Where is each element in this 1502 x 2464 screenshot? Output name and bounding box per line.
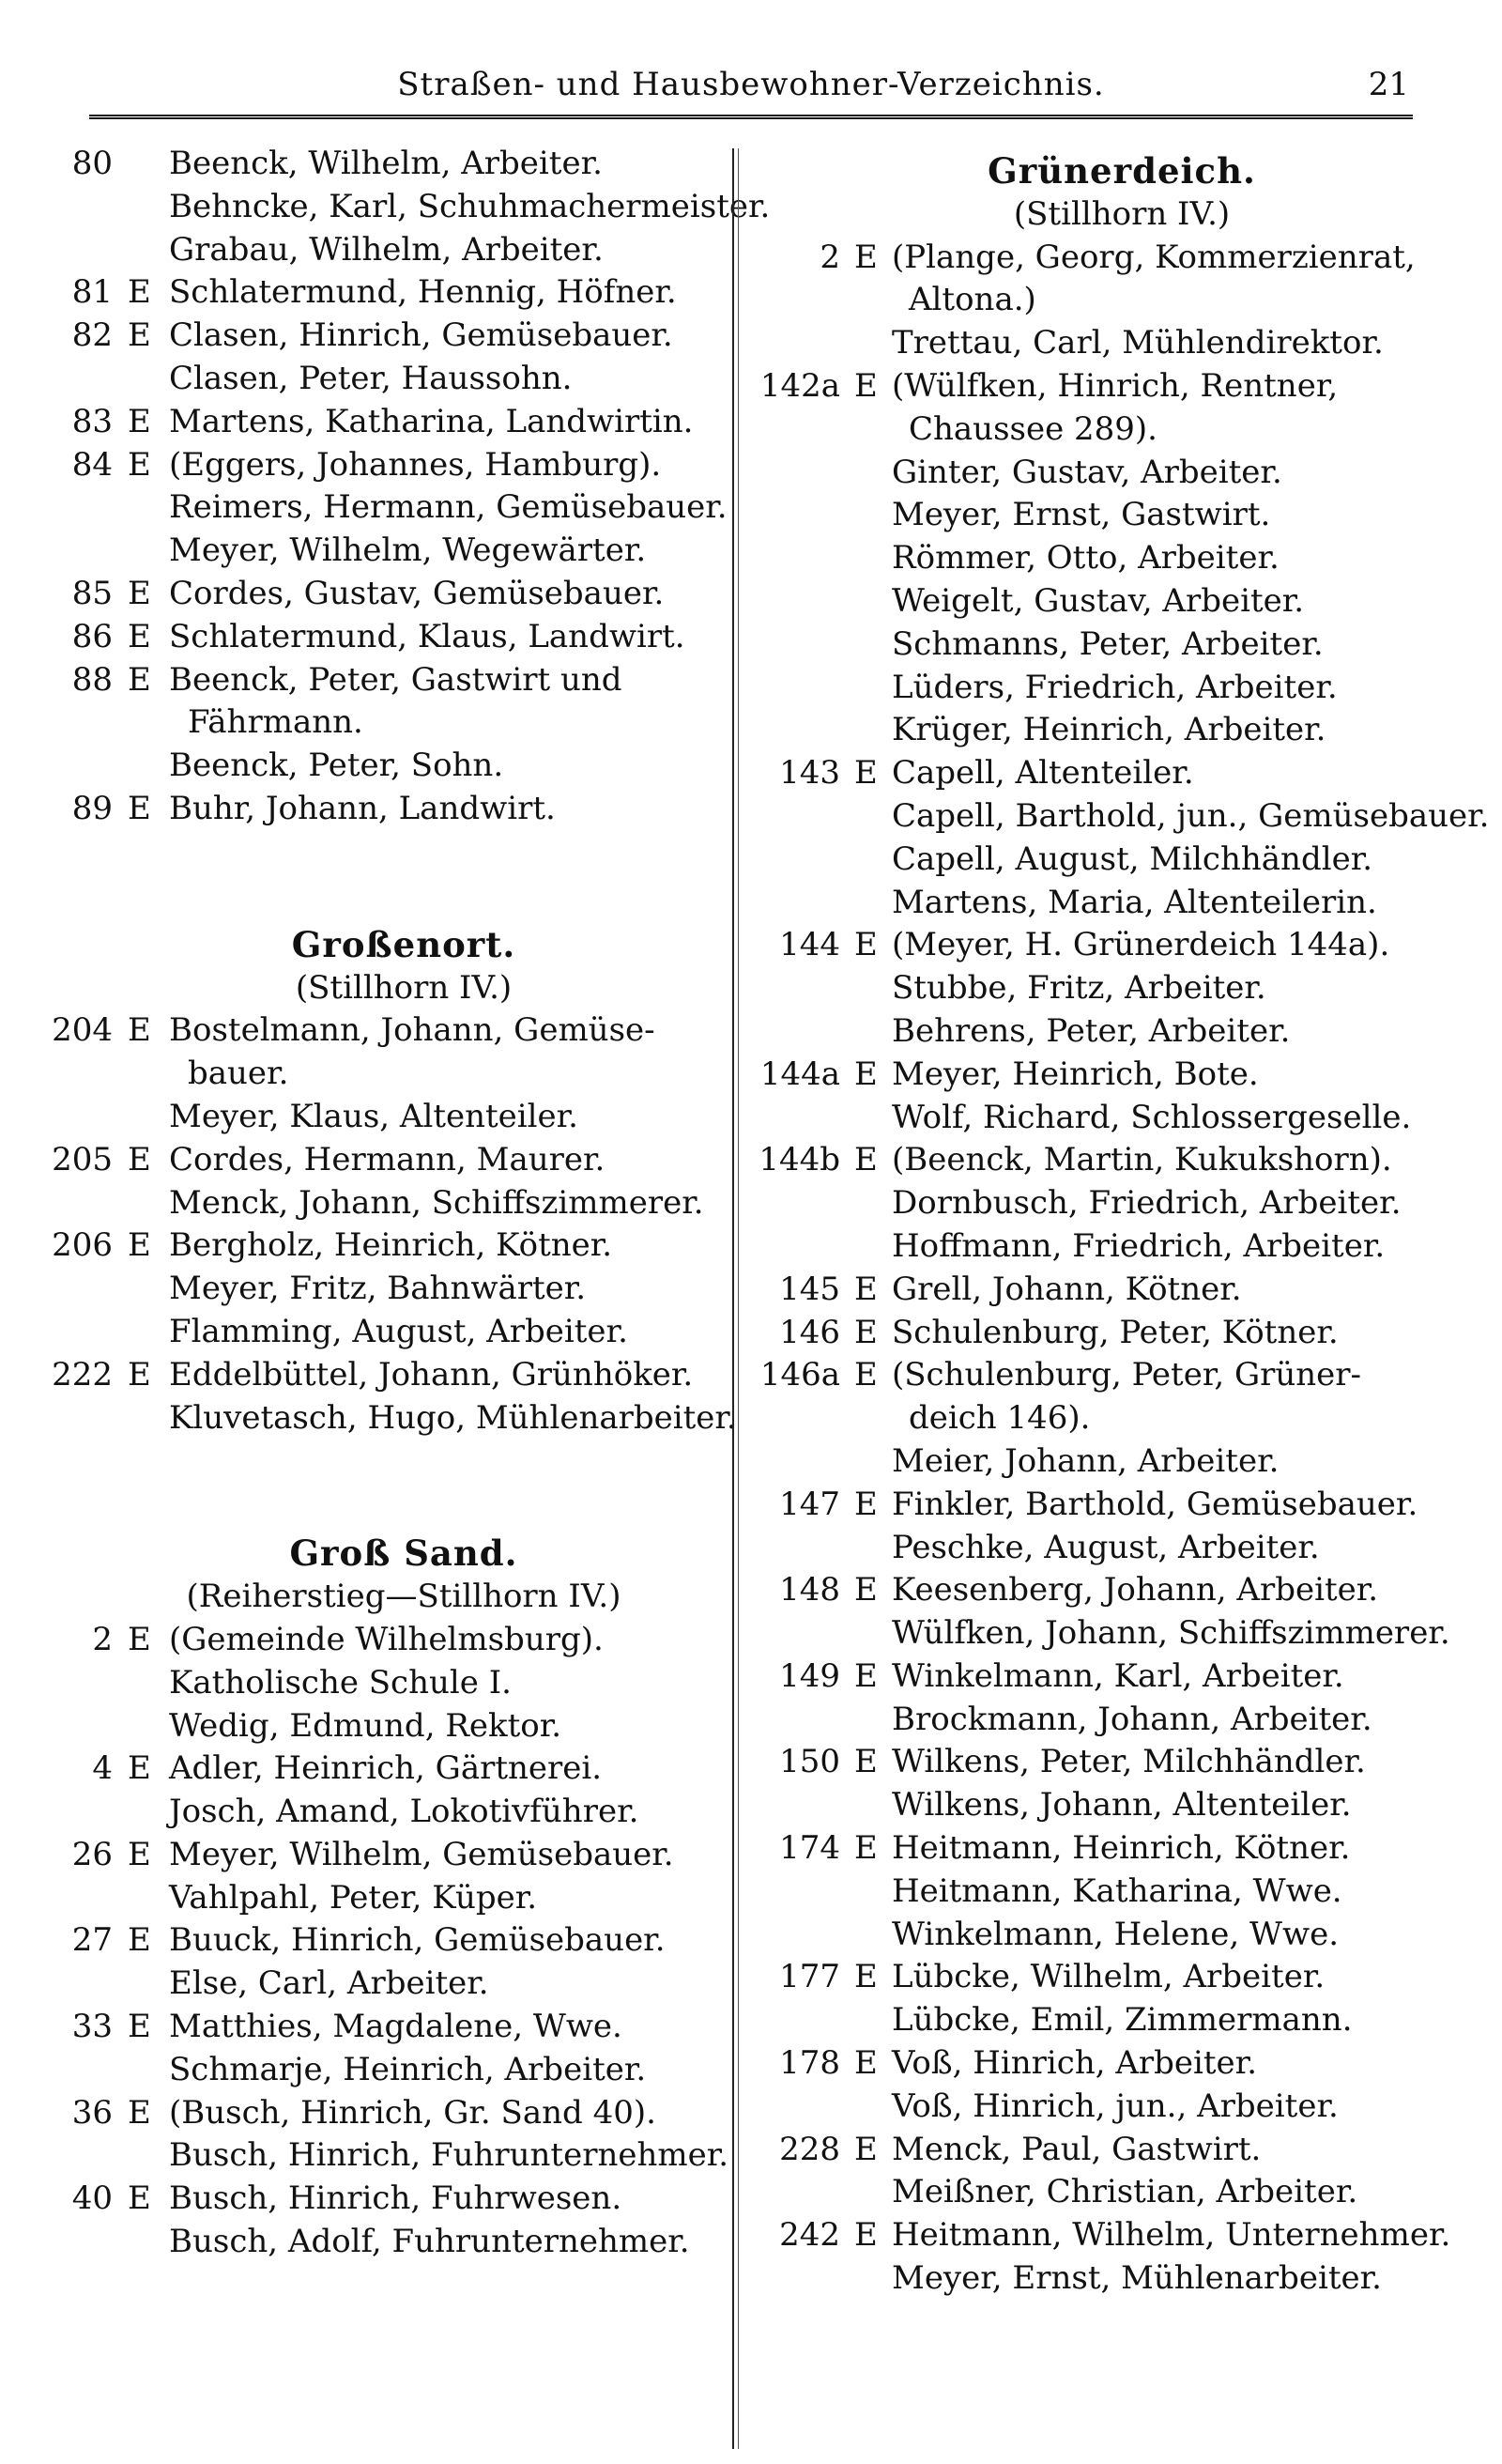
resident-text: Schmarje, Heinrich, Arbeiter. [169,2050,647,2088]
right-column [751,143,1490,2301]
section-gap [47,831,723,916]
directory-entry [751,1699,1464,1742]
house-number: 150 [779,1743,840,1781]
owner-marker: E [128,273,151,312]
owner-marker: E [854,1356,878,1394]
house-number: 143 [779,754,840,793]
directory-entry [751,1914,1464,1957]
directory-entry [751,1440,1464,1484]
resident-text: Wülfken, Johann, Schiffszimmerer. [892,1614,1450,1653]
directory-entry [751,1484,1464,1527]
owner-marker: E [854,1571,878,1609]
owner-marker: E [128,1140,151,1178]
directory-entry [751,839,1464,882]
directory-entry [751,1312,1464,1355]
directory-entry [751,1827,1464,1871]
directory-entry [751,322,1464,365]
directory-entry [47,1748,723,1791]
directory-entry [47,2178,723,2221]
resident-text: Grell, Johann, Kötner. [892,1270,1242,1308]
directory-entry [751,1956,1464,1999]
resident-text: Heitmann, Heinrich, Kötner. [892,1829,1351,1868]
directory-entry [751,2042,1464,2086]
directory-entry [47,573,723,616]
house-number: 142a [759,366,840,405]
resident-text: Cordes, Hermann, Maurer. [169,1140,605,1178]
resident-text: Weigelt, Gustav, Arbeiter. [892,581,1305,620]
directory-entry [751,924,1464,967]
directory-entry [751,1269,1464,1312]
owner-marker: E [854,1829,878,1868]
resident-text: Wedig, Edmund, Rektor. [169,1706,562,1745]
house-number: 4 [92,1749,113,1788]
directory-entry [751,1527,1464,1570]
resident-text: Meyer, Wilhelm, Gemüsebauer. [169,1835,674,1873]
resident-text: Hoffmann, Friedrich, Arbeiter. [892,1226,1386,1265]
directory-entry [751,1999,1464,2042]
directory-entry [47,701,723,745]
directory-entry [47,1354,723,1397]
house-number: 2 [92,1620,113,1658]
house-number: 80 [71,145,113,182]
resident-text: Meier, Johann, Arbeiter. [892,1441,1280,1480]
resident-text: Lübcke, Emil, Zimmermann. [892,2001,1353,2040]
header-title: Straßen- und Hausbewohner-Verzeichnis. [397,66,1105,103]
owner-marker: E [854,1055,878,1093]
directory-entry [751,1225,1464,1269]
directory-entry [751,2086,1464,2129]
owner-marker: E [854,2216,878,2255]
resident-text: Heitmann, Katharina, Wwe. [892,1871,1342,1910]
resident-text: (Beenck, Martin, Kukukshorn). [892,1141,1392,1179]
resident-text: Clasen, Hinrich, Gemüsebauer. [169,316,673,355]
resident-text: Stubbe, Fritz, Arbeiter. [892,969,1266,1008]
street-district: (Reiherstieg—Stillhorn IV.) [186,1578,621,1616]
resident-text: Martens, Maria, Altenteilerin. [892,883,1377,921]
house-number: 85 [71,574,113,612]
resident-text: Lübcke, Wilhelm, Arbeiter. [892,1958,1326,1996]
owner-marker: E [854,1270,878,1308]
resident-text: bauer. [188,1055,289,1093]
resident-text: Capell, August, Milchhändler. [892,839,1373,878]
directory-entry [47,1139,723,1182]
resident-text: Dornbusch, Friedrich, Arbeiter. [892,1184,1402,1223]
directory-entry [47,1662,723,1705]
owner-marker: E [128,2093,151,2132]
directory-entry [47,2134,729,2178]
directory-entry [47,616,723,659]
owner-marker: E [128,1226,151,1265]
directory-entry [751,1354,1464,1397]
owner-marker: E [128,2008,151,2046]
house-number: 33 [71,2008,113,2046]
resident-text: Meyer, Klaus, Altenteiler. [169,1097,578,1135]
owner-marker: E [128,789,151,827]
owner-marker: E [128,1355,151,1394]
directory-entry [751,1054,1464,1097]
resident-text: Schulenburg, Peter, Kötner. [892,1313,1339,1351]
resident-text: Beenck, Peter, Sohn. [169,747,504,785]
house-number: 144b [759,1141,840,1179]
directory-entry [47,229,723,272]
resident-text: Clasen, Peter, Haussohn. [169,359,573,397]
house-number: 146a [759,1356,840,1394]
resident-text: Grabau, Wilhelm, Arbeiter. [169,230,604,269]
directory-entry [751,1656,1464,1699]
directory-entry [47,530,723,573]
resident-text: Meyer, Heinrich, Bote. [892,1055,1259,1093]
section-gap [47,1440,723,1525]
house-number: 177 [779,1958,840,1996]
owner-marker: E [854,1313,878,1351]
directory-entry [751,1397,1464,1440]
resident-text: Busch, Hinrich, Fuhrunternehmer. [169,2136,729,2175]
resident-text: Schlatermund, Klaus, Landwirt. [169,617,685,655]
owner-marker: E [128,1620,151,1658]
house-number: 84 [71,445,113,484]
resident-text: Josch, Amand, Lokotivführer. [169,1793,639,1831]
directory-entry [47,1834,723,1877]
directory-entry [47,444,723,487]
resident-text: Bergholz, Heinrich, Kötner. [169,1226,613,1265]
directory-entry [47,1311,723,1354]
directory-entry [751,494,1464,537]
owner-marker: E [854,1958,878,1996]
resident-text: Chaussee 289). [909,409,1157,448]
owner-marker: E [128,617,151,655]
directory-entry [47,1009,723,1053]
directory-entry [47,1919,723,1963]
directory-entry [751,2171,1464,2214]
page-header [89,56,1413,119]
resident-text: Altona.) [909,281,1036,319]
directory-entry [47,659,723,702]
resident-text: Behrens, Peter, Arbeiter. [892,1011,1291,1050]
resident-text: Winkelmann, Karl, Arbeiter. [892,1656,1344,1695]
house-number: 174 [779,1829,840,1868]
directory-entry [751,967,1464,1010]
resident-text: Finkler, Barthold, Gemüsebauer. [892,1485,1418,1523]
resident-text: Busch, Adolf, Fuhrunternehmer. [169,2223,690,2261]
directory-entry [47,358,723,401]
directory-entry [47,1963,723,2006]
directory-entry [47,2092,723,2135]
house-number: 149 [779,1656,840,1695]
owner-marker: E [854,1485,878,1523]
directory-entry [47,1619,723,1662]
resident-text: Brockmann, Johann, Arbeiter. [892,1700,1372,1738]
directory-entry [47,401,723,444]
house-number: 2 [820,238,840,276]
directory-entry [751,1569,1464,1612]
resident-text: Meyer, Ernst, Gastwirt. [892,496,1271,534]
resident-text: Schlatermund, Hennig, Höfner. [169,273,677,312]
house-number: 36 [71,2093,113,2132]
directory-entry [751,1612,1464,1656]
directory-entry [751,237,1464,280]
house-number: 148 [779,1571,840,1609]
directory-entry [751,1182,1464,1225]
directory-entry [47,186,771,229]
resident-text: Katholische Schule I. [169,1663,512,1702]
directory-entry [47,2006,723,2049]
house-number: 144a [759,1055,840,1093]
resident-text: Trettau, Carl, Mühlendirektor. [892,324,1384,362]
street-district: (Stillhorn IV.) [295,968,513,1007]
house-number: 145 [779,1270,840,1308]
owner-marker: E [128,574,151,612]
resident-text: Menck, Johann, Schiffszimmerer. [169,1183,704,1222]
resident-text: Buhr, Johann, Landwirt. [169,789,556,827]
resident-text: (Gemeinde Wilhelmsburg). [169,1620,604,1658]
resident-text: Heitmann, Wilhelm, Unternehmer. [892,2216,1451,2255]
left-column [47,143,771,2264]
resident-text: Römmer, Otto, Arbeiter. [892,539,1280,578]
house-number: 83 [71,402,113,440]
directory-entry [47,1791,723,1834]
directory-entry [47,143,723,186]
house-number: 144 [779,926,840,964]
directory-entry [47,1268,723,1311]
street-district: (Stillhorn IV.) [1013,194,1231,233]
resident-text: Eddelbüttel, Johann, Grünhöker. [169,1355,694,1394]
directory-entry [47,271,723,315]
resident-text: Matthies, Magdalene, Wwe. [169,2008,622,2046]
owner-marker: E [128,660,151,699]
resident-text: Adler, Heinrich, Gärtnerei. [169,1749,603,1788]
house-number: 89 [71,789,113,827]
resident-text: Else, Carl, Arbeiter. [169,1964,489,2003]
resident-text: Keesenberg, Johann, Arbeiter. [892,1571,1379,1609]
directory-entry [751,580,1464,624]
resident-text: Meyer, Ernst, Mühlenarbeiter. [892,2259,1382,2298]
house-number: 206 [52,1226,113,1265]
street-heading: Großenort. [291,923,516,965]
resident-text: Vahlpahl, Peter, Küper. [169,1878,538,1917]
directory-entry [751,2257,1464,2301]
directory-entry [47,486,728,530]
directory-entry [751,1139,1464,1182]
directory-entry [751,1097,1464,1140]
resident-text: (Meyer, H. Grünerdeich 144a). [892,926,1390,964]
house-number: 228 [779,2130,840,2168]
house-number: 205 [52,1140,113,1178]
resident-text: Busch, Hinrich, Fuhrwesen. [169,2179,622,2218]
directory-entry [47,315,723,358]
resident-text: Krüger, Heinrich, Arbeiter. [892,711,1326,749]
resident-text: Flamming, August, Arbeiter. [169,1312,628,1350]
directory-entry [751,752,1464,795]
house-number: 86 [71,617,113,655]
directory-entry [47,1877,723,1920]
directory-entry [47,2049,723,2092]
directory-entry [751,624,1464,667]
directory-entry [751,279,1464,322]
resident-text: (Schulenburg, Peter, Grüner- [892,1356,1362,1394]
house-number: 26 [71,1835,113,1873]
resident-text: Lüders, Friedrich, Arbeiter. [892,668,1338,706]
directory-entry [751,709,1464,752]
directory-entry [751,1010,1464,1054]
resident-text: Capell, Barthold, jun., Gemüsebauer. [892,796,1490,835]
owner-marker: E [128,445,151,484]
resident-text: Menck, Paul, Gastwirt. [892,2130,1262,2168]
resident-text: Buuck, Hinrich, Gemüsebauer. [169,1921,666,1960]
resident-text: (Wülfken, Hinrich, Rentner, [892,366,1339,405]
owner-marker: E [854,754,878,793]
owner-marker: E [854,2130,878,2168]
directory-entry [751,1784,1464,1827]
directory-entry [47,1096,723,1139]
directory-entry [751,365,1464,408]
directory-entry [751,408,1464,452]
resident-text: Cordes, Gustav, Gemüsebauer. [169,574,665,612]
owner-marker: E [854,1656,878,1695]
resident-text: Reimers, Hermann, Gemüsebauer. [169,488,728,527]
resident-text: (Busch, Hinrich, Gr. Sand 40). [169,2093,656,2132]
directory-entry [47,1705,723,1748]
owner-marker: E [854,1141,878,1179]
owner-marker: E [128,402,151,440]
resident-text: Wolf, Richard, Schlossergeselle. [892,1098,1412,1136]
street-heading: Grünerdeich. [988,150,1256,192]
resident-text: deich 146). [909,1399,1091,1438]
resident-text: Schmanns, Peter, Arbeiter. [892,624,1324,663]
directory-entry [47,745,723,788]
resident-text: Voß, Hinrich, Arbeiter. [892,2044,1258,2083]
house-number: 146 [779,1313,840,1351]
directory-entry [47,2221,723,2264]
resident-text: Wilkens, Peter, Milchhändler. [892,1743,1366,1781]
resident-text: Kluvetasch, Hugo, Mühlenarbeiter. [169,1398,737,1437]
resident-text: Meißner, Christian, Arbeiter. [892,2173,1358,2211]
owner-marker: E [854,366,878,405]
resident-text: Martens, Katharina, Landwirtin. [169,402,694,440]
resident-text: Beenck, Wilhelm, Arbeiter. [169,145,603,182]
resident-text: Voß, Hinrich, jun., Arbeiter. [892,2087,1339,2125]
resident-text: Ginter, Gustav, Arbeiter. [892,453,1282,491]
directory-entry [751,2129,1464,2172]
resident-text: Meyer, Wilhelm, Wegewärter. [169,531,647,570]
page-number: 21 [1368,66,1409,103]
directory-entry [751,882,1464,925]
house-number: 178 [779,2044,840,2083]
directory-entry [751,1741,1464,1784]
column-divider [732,148,739,2449]
resident-text: Winkelmann, Helene, Wwe. [892,1915,1340,1953]
directory-entry [751,1871,1464,1914]
directory-entry [47,1397,737,1440]
owner-marker: E [128,2179,151,2218]
house-number: 147 [779,1485,840,1523]
resident-text: Meyer, Fritz, Bahnwärter. [169,1270,587,1308]
owner-marker: E [854,1743,878,1781]
resident-text: Beenck, Peter, Gastwirt und [169,660,622,699]
house-number: 82 [71,316,113,355]
resident-text: Behncke, Karl, Schuhmachermeister. [169,187,771,225]
owner-marker: E [128,1835,151,1873]
owner-marker: E [128,1749,151,1788]
resident-text: Peschke, August, Arbeiter. [892,1528,1320,1566]
house-number: 242 [779,2216,840,2255]
owner-marker: E [854,2044,878,2083]
owner-marker: E [854,926,878,964]
house-number: 204 [52,1011,113,1050]
resident-text: (Eggers, Johannes, Hamburg). [169,445,662,484]
street-heading: Groß Sand. [289,1532,518,1575]
resident-text: Wilkens, Johann, Altenteiler. [892,1786,1352,1825]
house-number: 81 [71,273,113,312]
house-number: 88 [71,660,113,699]
house-number: 222 [52,1355,113,1394]
resident-text: Fährmann. [188,703,363,742]
house-number: 40 [71,2179,113,2218]
directory-entry [47,1224,723,1268]
resident-text: Bostelmann, Johann, Gemüse- [169,1011,655,1050]
directory-entry [751,795,1490,839]
owner-marker: E [854,238,878,276]
directory-entry [47,788,723,831]
resident-text: (Plange, Georg, Kommerzienrat, [892,238,1416,276]
directory-entry [47,1053,723,1096]
owner-marker: E [128,1921,151,1960]
owner-marker: E [128,1011,151,1050]
directory-entry [751,2214,1464,2257]
directory-entry [47,1182,723,1225]
owner-marker: E [128,316,151,355]
directory-entry [751,667,1464,710]
house-number: 27 [71,1921,113,1960]
directory-entry [751,537,1464,580]
directory-entry [751,452,1464,495]
resident-text: Capell, Altenteiler. [892,754,1194,793]
